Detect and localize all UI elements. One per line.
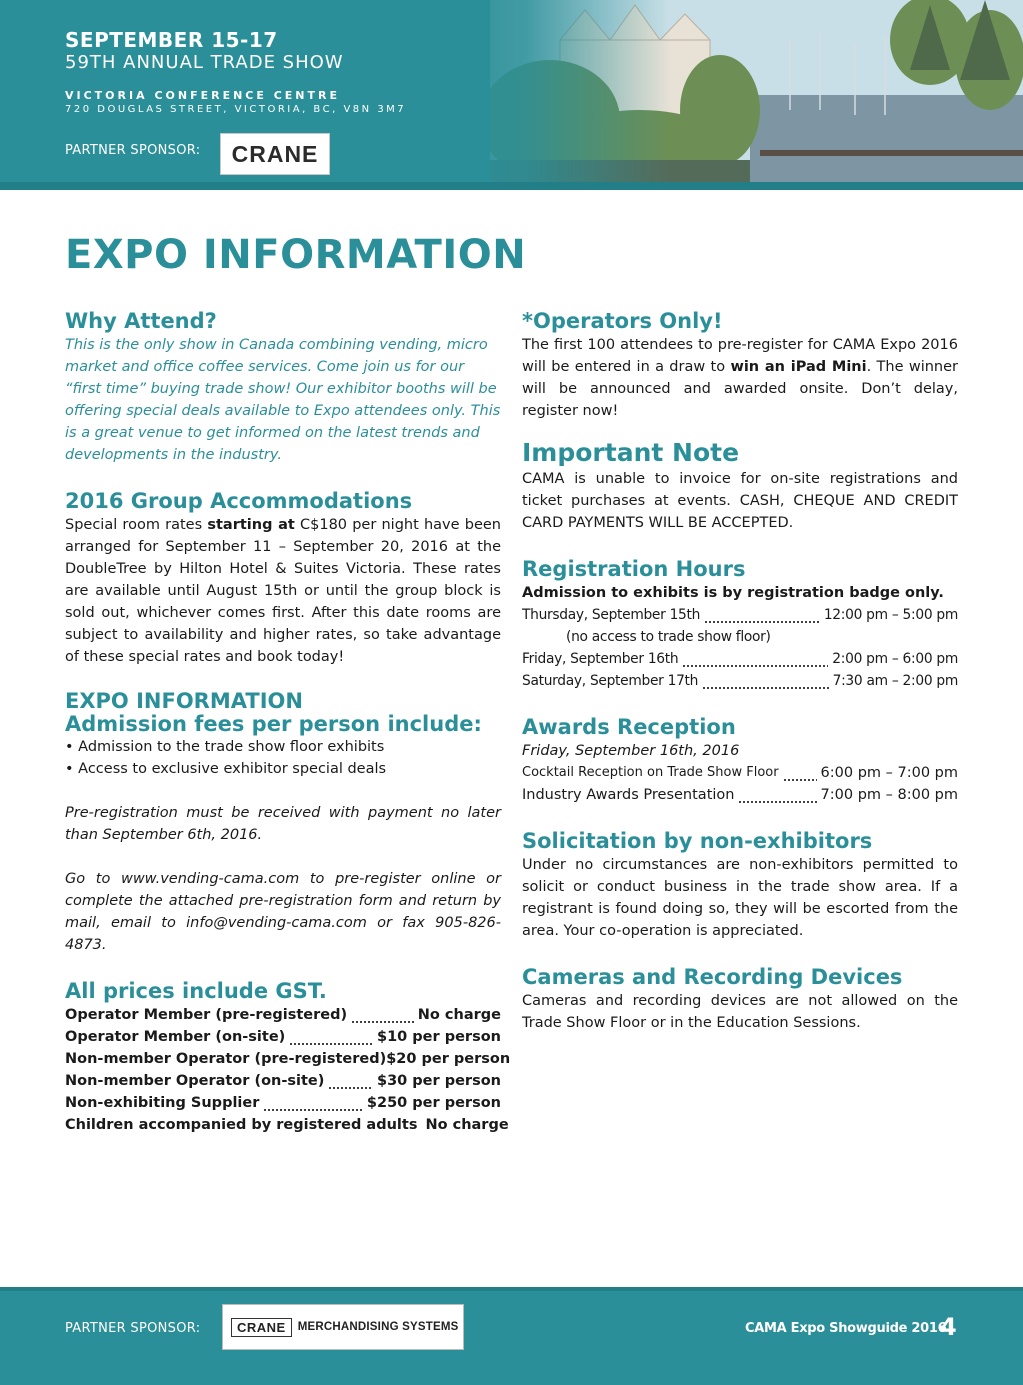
footer-sponsor-label: PARTNER SPONSOR: <box>65 1321 201 1336</box>
registration-time: 2:00 pm – 6:00 pm <box>832 651 958 667</box>
operators-text-post: . The winner will be announced and awarded onsite. Don’t delay, register now! <box>522 359 958 419</box>
sponsor-label: PARTNER SPONSOR: <box>65 143 201 158</box>
awards-date: Friday, September 16th, 2016 <box>522 743 740 759</box>
prereg-note: Pre-registration must be received with payment no later than September 6th, 2016. <box>65 805 501 843</box>
price-row <box>65 1048 511 1070</box>
goto-note: Go to www.vending-cama.com to pre-register online or complete the attached pre-registration form and return by mail, email to info@vending-cama.com or fax 905-826-4873. <box>65 871 501 953</box>
registration-heading: Registration Hours <box>522 557 746 581</box>
registration-note <box>522 626 958 648</box>
accommodations-heading: 2016 Group Accommodations <box>65 489 413 513</box>
awards-time: 7:00 pm – 8:00 pm <box>820 787 958 803</box>
accommodations-text-post: C$180 per night have been arranged for September 11 – September 20, 2016 at the DoubleTree by Hilton Hotel & Suites Victoria. These rates are available until August 15th or until the group block is sold out, whichever comes first. After this date rooms are subject to availability and higher rates, so take advantage of these special rates and book today! <box>65 517 501 665</box>
accommodations-text-pre: Special room rates <box>65 517 208 533</box>
registration-subheading: Admission to exhibits is by registration badge only. <box>522 585 944 601</box>
registration-note-text: (no access to trade show floor) <box>566 629 771 645</box>
show-title: 59TH ANNUAL TRADE SHOW <box>65 52 344 73</box>
header-banner <box>0 0 1023 190</box>
price-label: Operator Member (on-site) <box>65 1029 286 1045</box>
price-label: Non-member Operator (on-site) <box>65 1073 325 1089</box>
awards-event: Industry Awards Presentation <box>522 787 735 803</box>
price-value: $20 per person <box>386 1051 511 1067</box>
price-label: Non-member Operator (pre-registered) <box>65 1051 387 1067</box>
price-value: $10 per person <box>376 1029 501 1045</box>
registration-day: Thursday, September 15th <box>522 607 701 623</box>
left-column <box>65 308 511 1136</box>
venue-address: 720 DOUGLAS STREET, VICTORIA, BC, V8N 3M7 <box>65 104 407 115</box>
operators-body <box>522 334 958 422</box>
header-fade <box>430 0 670 182</box>
operators-text-bold: win an iPad Mini <box>730 359 867 375</box>
registration-day: Saturday, September 17th <box>522 673 699 689</box>
awards-time: 6:00 pm – 7:00 pm <box>820 765 958 781</box>
solicitation-body: Under no circumstances are non-exhibitors permitted to solicit or conduct business in the trade show area. If a registrant is found doing so, they will be escorted from the area. Your co-operation is appreciated. <box>522 857 958 939</box>
why-attend-body: This is the only show in Canada combining vending, micro market and office coffee services. Come join us for our “first time” buying trade show! Our exhibitor booths will be offering special deals available to Expo attendees only. This is a great venue to get informed on the latest trends and developments in the industry. <box>65 337 501 463</box>
prices-heading: All prices include GST. <box>65 979 327 1003</box>
solicitation-heading: Solicitation by non-exhibitors <box>522 829 873 853</box>
price-row <box>65 1026 501 1048</box>
registration-time: 12:00 pm – 5:00 pm <box>823 607 958 623</box>
page-title: EXPO INFORMATION <box>65 232 527 278</box>
price-value: $30 per person <box>376 1073 501 1089</box>
price-label: Operator Member (pre-registered) <box>65 1007 348 1023</box>
awards-row <box>522 784 958 806</box>
price-row <box>65 1114 509 1136</box>
publication-name: CAMA Expo Showguide 2016 <box>745 1321 947 1336</box>
operators-text-pre: The first 100 attendees to pre-register for CAMA Expo 2016 will be entered in a draw to <box>522 337 958 375</box>
registration-day: Friday, September 16th <box>522 651 679 667</box>
price-label: Children accompanied by registered adults <box>65 1117 418 1133</box>
page-number: 4 <box>940 1313 957 1341</box>
header-bottom-band <box>0 182 1023 190</box>
operators-heading: *Operators Only! <box>522 309 723 333</box>
accommodations-text-bold: starting at <box>207 517 295 533</box>
admission-heading-line1: EXPO INFORMATION <box>65 689 303 713</box>
registration-time: 7:30 am – 2:00 pm <box>832 673 958 689</box>
logo-merch-text: MERCHANDISING SYSTEMS <box>297 1321 459 1333</box>
admission-heading-line2: Admission fees per person include: <box>65 712 482 736</box>
footer-bar <box>0 1291 1023 1385</box>
price-row <box>65 1092 501 1114</box>
why-attend-heading: Why Attend? <box>65 309 217 333</box>
cameras-body: Cameras and recording devices are not allowed on the Trade Show Floor or in the Education Sessions. <box>522 993 958 1031</box>
important-note-heading: Important Note <box>522 438 740 467</box>
crane-merchandising-logo <box>222 1304 464 1350</box>
awards-heading: Awards Reception <box>522 715 736 739</box>
awards-event: Cocktail Reception on Trade Show Floor <box>522 765 779 780</box>
registration-row <box>522 670 958 692</box>
price-value: $250 per person <box>366 1095 501 1111</box>
price-value: No charge <box>417 1007 501 1023</box>
venue-name: VICTORIA CONFERENCE CENTRE <box>65 89 340 102</box>
admission-bullet: • Admission to the trade show floor exhibits <box>65 739 385 755</box>
registration-row <box>522 648 958 670</box>
registration-row <box>522 604 958 626</box>
price-row <box>65 1004 501 1026</box>
cameras-heading: Cameras and Recording Devices <box>522 965 903 989</box>
event-dates: SEPTEMBER 15-17 <box>65 28 278 52</box>
admission-bullet: • Access to exclusive exhibitor special deals <box>65 761 387 777</box>
right-column <box>522 308 958 1034</box>
price-label: Non-exhibiting Supplier <box>65 1095 260 1111</box>
logo-crane-text: CRANE <box>231 1318 292 1337</box>
price-value: No charge <box>425 1117 509 1133</box>
accommodations-body <box>65 514 501 668</box>
price-row <box>65 1070 501 1092</box>
important-note-body: CAMA is unable to invoice for on-site registrations and ticket purchases at events. CASH, CHEQUE AND CREDIT CARD PAYMENTS WILL BE ACCEPTED. <box>522 471 958 531</box>
crane-logo: CRANE <box>220 133 330 175</box>
awards-row <box>522 762 958 784</box>
